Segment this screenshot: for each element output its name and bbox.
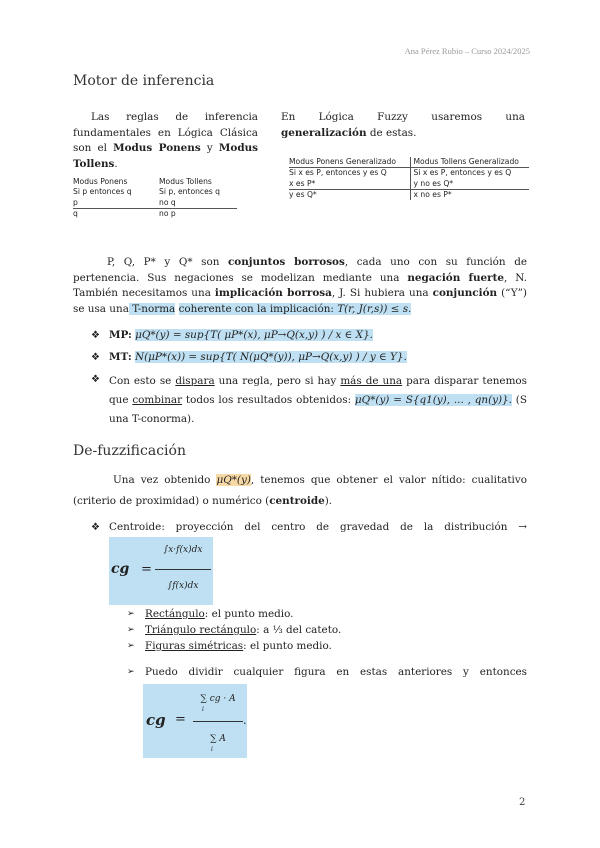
centroid-text: Centroide: proyección del centro de gravedad de la distribución → xyxy=(109,521,527,533)
formula2-numerator: ∑ cg · A xyxy=(200,694,236,704)
equals-sign: = xyxy=(175,712,186,727)
left-paragraph: Las reglas de inferencia fundamentales en Lógica Clásica son el Modus Ponens y Modus Tollens. xyxy=(73,111,259,170)
generalized-modus-table xyxy=(289,157,529,200)
centroid-numerator: ∫x·f(x)dx xyxy=(163,545,203,555)
subitem-simetricas: Figuras simétricas: el punto medio. xyxy=(145,640,332,652)
formula2-denominator: ∑ A xyxy=(210,734,226,744)
table-cell: Si p, entonces q xyxy=(159,187,220,197)
equals-sign: = xyxy=(141,562,152,577)
table-cell: x es P* xyxy=(289,179,410,190)
fraction-line xyxy=(193,721,243,722)
table-row xyxy=(289,189,529,200)
sum-index: i xyxy=(202,706,204,713)
table-header: Modus Tollens xyxy=(159,177,212,186)
bullet-mp: MP: μQ*(y) = sup{T( μP*(x), μP→Q(x,y) ) / x ∈ X}. xyxy=(109,329,373,341)
subitem-triangulo: Triángulo rectángulo: a ⅓ del cateto. xyxy=(145,624,342,636)
paragraph-fuzzy-sets: P, Q, P* y Q* son conjuntos borrosos, cada uno con su función de pertenencia. Sus negaciones se modelizan mediante una negación fuerte, N. También necesitamos una implicación borrosa, J. Si hubiera una conjunción (“Y”) se usa una T-norma coherente con la implicación: T(r, J(r,s)) ≤ s. xyxy=(73,256,527,315)
fraction-line xyxy=(155,569,211,570)
table-cell: Si x es P, entonces y es Q xyxy=(413,168,512,178)
table-cell: p xyxy=(73,197,78,207)
table-cell: q xyxy=(73,208,78,218)
page-number: 2 xyxy=(519,797,526,808)
diamond-bullet-icon: ❖ xyxy=(91,374,100,385)
centroid-formula xyxy=(109,537,213,605)
classic-modus-table xyxy=(73,177,237,219)
table-cell: Si x es P, entonces y es Q xyxy=(289,168,410,179)
formula-period: . xyxy=(243,714,247,727)
cg-lhs: cg xyxy=(146,711,166,729)
table-cell: no q xyxy=(159,197,176,207)
table-cell: no p xyxy=(159,208,176,218)
subitem-rectangulo: Rectángulo: el punto medio. xyxy=(145,608,294,620)
right-paragraph: En Lógica Fuzzy usaremos una generalización de estas. xyxy=(281,111,525,139)
table-row xyxy=(73,187,237,197)
table-cell: Si p entonces q xyxy=(73,187,132,197)
arrow-bullet-icon: ➢ xyxy=(127,641,135,651)
diamond-bullet-icon: ❖ xyxy=(91,330,100,341)
table-row xyxy=(289,157,529,168)
table-row xyxy=(73,198,237,209)
page-header: Ana Pérez Rubio – Curso 2024/2025 xyxy=(404,46,530,56)
centroid-denominator: ∫f(x)dx xyxy=(167,581,199,591)
subitem-dividir: Puedo dividir cualquier figura en estas anteriores y entonces xyxy=(145,666,527,678)
paragraph-defuzz: Una vez obtenido μQ*(y), tenemos que obtener el valor nítido: cualitativo (criterio de proximidad) o numérico (centroide). xyxy=(73,474,528,507)
sum-index: i xyxy=(211,746,213,753)
weighted-centroid-formula xyxy=(143,684,247,758)
bullet-combine: Con esto se dispara una regla, pero si hay más de una para disparar tenemos que combinar todos los resultados obtenidos: μQ*(y) = S{q1(y), ... , qn(y)}. (S una T-conorma). xyxy=(109,375,528,425)
arrow-bullet-icon: ➢ xyxy=(127,609,135,619)
table-row xyxy=(73,177,237,187)
arrow-bullet-icon: ➢ xyxy=(127,625,135,635)
table-row xyxy=(289,179,529,190)
table-row xyxy=(73,208,237,219)
table-row xyxy=(289,168,529,179)
cg-lhs: cg xyxy=(111,561,130,577)
bullet-mt: MT: N(μP*(x)) = sup{T( N(μQ*(y)), μP→Q(x,y) ) / y ∈ Y}. xyxy=(109,351,407,363)
table-cell: x no es P* xyxy=(413,189,452,199)
table-header: Modus Tollens Generalizado xyxy=(413,157,519,166)
diamond-bullet-icon: ❖ xyxy=(91,522,100,533)
table-header: Modus Ponens xyxy=(73,177,128,186)
section-title-motor: Motor de inferencia xyxy=(73,73,215,89)
arrow-bullet-icon: ➢ xyxy=(127,667,135,677)
table-cell: y no es Q* xyxy=(413,178,454,188)
diamond-bullet-icon: ❖ xyxy=(91,352,100,363)
table-cell: y es Q* xyxy=(289,189,410,200)
table-header: Modus Ponens Generalizado xyxy=(289,157,410,168)
section-title-defuzzificacion: De-fuzzificación xyxy=(73,443,186,459)
